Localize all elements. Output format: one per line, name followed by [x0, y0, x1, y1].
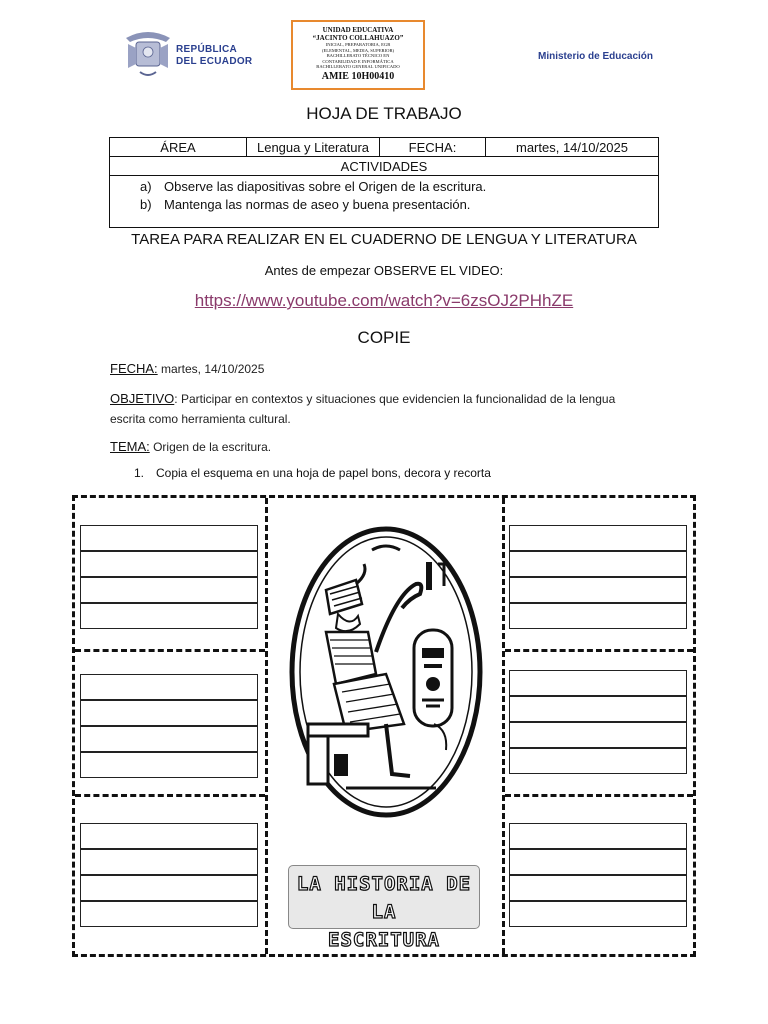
school-small-3: BACHILLERATO TÉCNICO EN — [326, 53, 390, 58]
coat-of-arms-icon — [122, 28, 174, 78]
fecha-line-label: FECHA: — [110, 361, 158, 376]
egyptian-cartouche-illustration — [286, 524, 486, 820]
activity-text: Mantenga las normas de aseo y buena presentación. — [164, 197, 471, 212]
amie-code: AMIE 10H00410 — [321, 70, 395, 82]
writing-line-box — [80, 525, 258, 551]
activity-marker: b) — [140, 197, 152, 212]
writing-line-box — [80, 726, 258, 752]
writing-line-box — [509, 603, 687, 629]
horizontal-cut-line — [75, 649, 265, 652]
writing-line-box — [80, 674, 258, 700]
school-small-4: CONTABILIDAD E INFORMÁTICA — [322, 58, 394, 64]
tema-label: TEMA: — [110, 439, 150, 454]
objetivo-label: OBJETIVO — [110, 391, 175, 406]
activity-text: Observe las diapositivas sobre el Origen de la escritura. — [164, 179, 487, 194]
area-label: ÁREA — [110, 138, 247, 157]
writing-line-box — [80, 577, 258, 603]
step-number: 1. — [134, 466, 145, 480]
step-item — [134, 466, 491, 480]
step-text: Copia el esquema en una hoja de papel bons, decora y recorta — [156, 466, 491, 480]
writing-line-box — [509, 525, 687, 551]
republic-line-1: REPÚBLICA — [176, 44, 238, 55]
tema-value: Origen de la escritura. — [149, 440, 272, 454]
fecha-line — [110, 359, 650, 379]
fecha-label: FECHA: — [380, 138, 486, 157]
writing-line-box — [80, 875, 258, 901]
writing-line-box — [509, 577, 687, 603]
tarea-heading: TAREA PARA REALIZAR EN EL CUADERNO DE LENGUA Y LITERATURA — [131, 231, 637, 248]
writing-line-box — [80, 849, 258, 875]
writing-line-box — [80, 752, 258, 778]
area-value: Lengua y Literatura — [247, 138, 380, 157]
republic-logo — [120, 26, 260, 82]
writing-line-box — [80, 603, 258, 629]
school-small-5: BACHILLERATO GENERAL UNIFICADO — [316, 64, 400, 69]
copie-heading: COPIE — [357, 328, 411, 347]
writing-line-box — [509, 722, 687, 748]
actividades-header: ACTIVIDADES — [110, 157, 659, 176]
writing-line-box — [80, 551, 258, 577]
writing-line-box — [509, 748, 687, 774]
school-info-box — [291, 20, 425, 90]
history-of-writing-label — [288, 865, 480, 951]
writing-line-box — [509, 551, 687, 577]
page-title: HOJA DE TRABAJO — [306, 104, 462, 123]
writing-line-box — [509, 696, 687, 722]
writing-line-box — [80, 700, 258, 726]
writing-line-box — [80, 901, 258, 927]
tema-line — [110, 437, 650, 457]
school-line-1: UNIDAD EDUCATIVA — [322, 26, 394, 34]
writing-line-box — [509, 875, 687, 901]
activity-item — [140, 178, 658, 196]
activity-marker: a) — [140, 179, 152, 194]
school-small-2: (ELEMENTAL, MEDIA, SUPERIOR) — [321, 47, 395, 53]
center-panel — [268, 498, 504, 954]
school-small-1: INICIAL, PREPARATORIA, EGB — [325, 42, 391, 47]
school-line-2: “JACINTO COLLAHUAZO” — [312, 34, 404, 42]
writing-line-box — [80, 823, 258, 849]
writing-line-box — [509, 670, 687, 696]
ministry-name: Ministerio de Educación — [538, 51, 654, 62]
antes-text: Antes de empezar OBSERVE EL VIDEO: — [264, 263, 504, 278]
writing-line-box — [509, 823, 687, 849]
info-table — [109, 137, 659, 228]
label-line-2: ESCRITURA — [328, 929, 440, 951]
label-line-1: LA HISTORIA DE LA — [296, 873, 472, 923]
video-link[interactable]: https://www.youtube.com/watch?v=6zsOJ2PHhZE — [194, 291, 574, 310]
fecha-line-value: martes, 14/10/2025 — [157, 362, 265, 376]
activities-cell — [110, 176, 659, 228]
activity-item — [140, 196, 658, 214]
writing-line-box — [509, 901, 687, 927]
republic-line-2: DEL ECUADOR — [176, 56, 253, 67]
horizontal-cut-line — [75, 794, 265, 797]
horizontal-cut-line — [505, 649, 693, 652]
objetivo-line — [110, 389, 650, 429]
objetivo-value: : Participar en contextos y situaciones que evidencien la funcionalidad de la lengua escrita como herramienta cultural. — [110, 392, 616, 426]
fecha-value: martes, 14/10/2025 — [486, 138, 659, 157]
writing-line-box — [509, 849, 687, 875]
horizontal-cut-line — [505, 794, 693, 797]
cutout-scheme — [72, 495, 696, 957]
